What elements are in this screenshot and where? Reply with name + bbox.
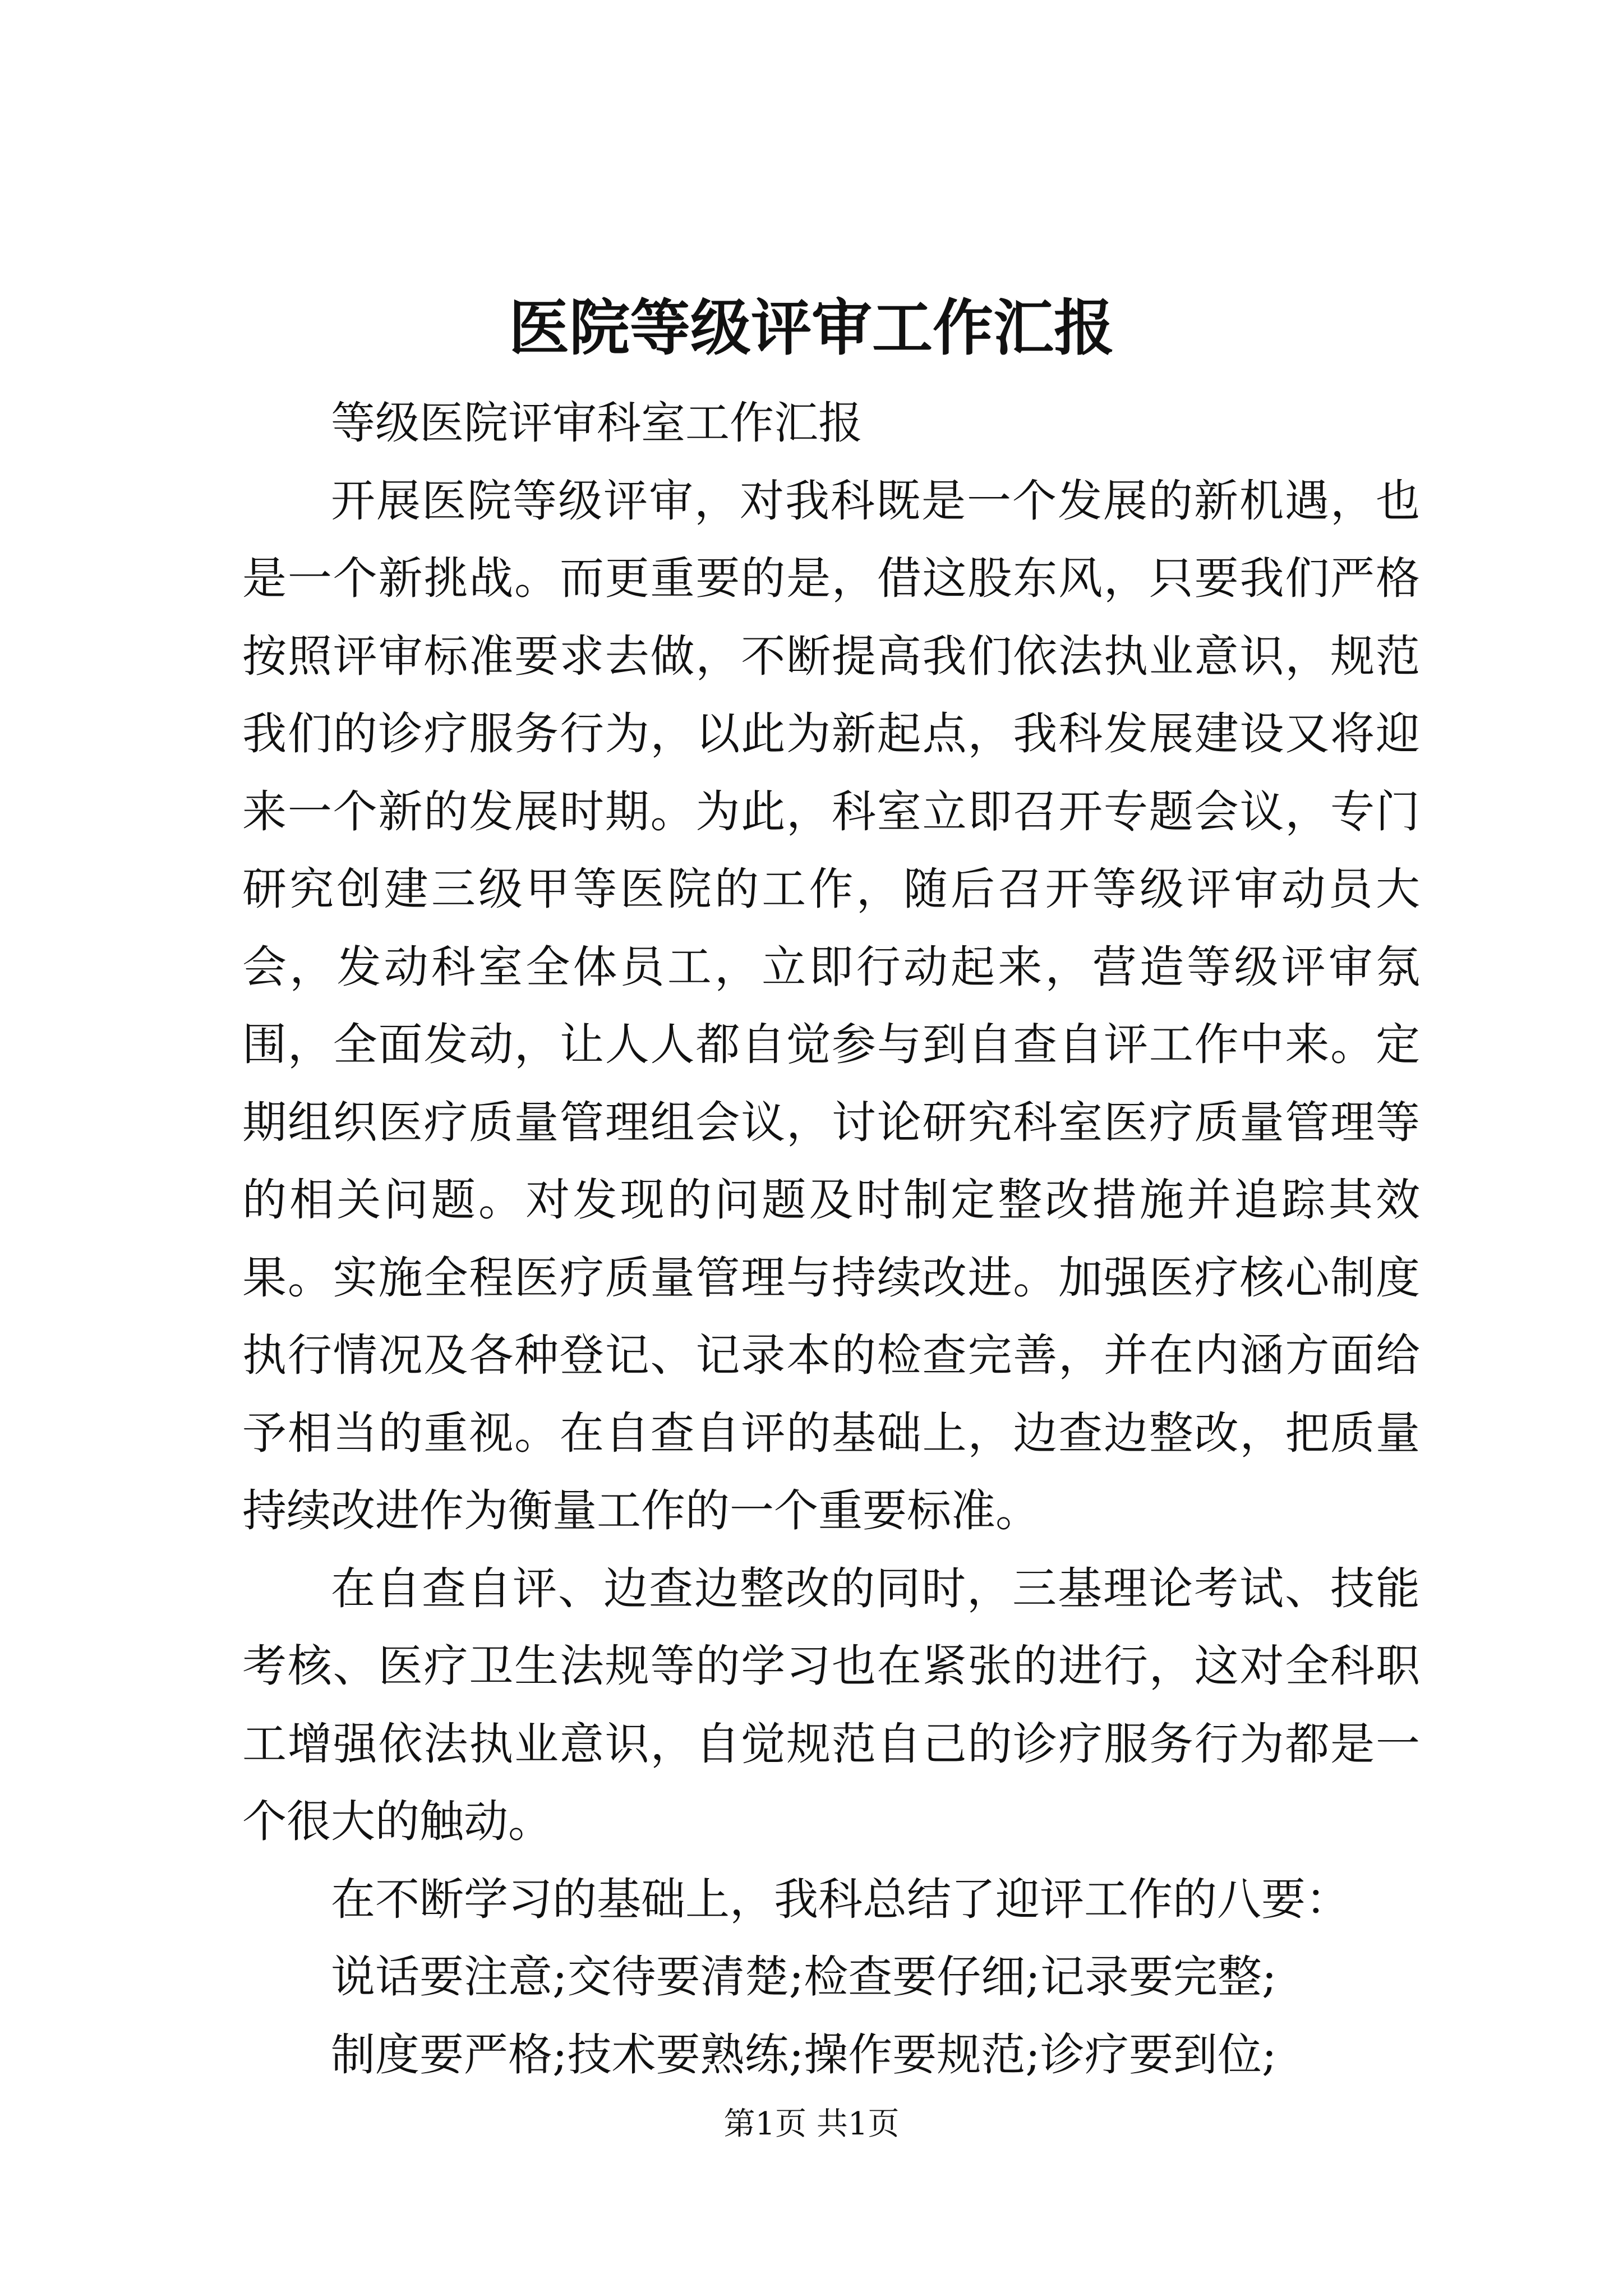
document-title: 医院等级评审工作汇报 bbox=[508, 293, 1114, 364]
paragraph: 开展医院等级评审，对我科既是一个发展的新机遇，也是一个新挑战。而更重要的是，借这股东风，只要我们严格按照评审标准要求去做，不断提高我们依法执业意识，规范我们的诊疗服务行为，以此为新起点，我科发展建设又将迎来一个新的发展时期。为此，科室立即召开专题会议，专门研究创建三级甲等医院的工作，随后召开等级评审动员大会，发动科室全体员工，立即行动起来，营造等级评审氛围，全面发动，让人人都自觉参与到自查自评工作中来。定期组织医疗质量管理组会议，讨论研究科室医疗质量管理等的相关问题。对发现的问题及时制定整改措施并追踪其效果。实施全程医疗质量管理与持续改进。加强医疗核心制度执行情况及各种登记、记录本的检查完善，并在内涵方面给予相当的重视。在自查自评的基础上，边查边整改，把质量持续改进作为衡量工作的一个重要标准。 bbox=[242, 475, 1420, 1536]
paragraph: 在自查自评、边查边整改的同时，三基理论考试、技能考核、医疗卫生法规等的学习也在紧张的进行，这对全科职工增强依法执业意识，自觉规范自己的诊疗服务行为都是一个很大的触动。 bbox=[242, 1562, 1420, 1847]
page-footer: 第1页 共1页 bbox=[723, 2106, 900, 2142]
paragraph: 说话要注意;交待要清楚;检查要仔细;记录要完整; bbox=[331, 1951, 1277, 2003]
paragraph: 在不断学习的基础上，我科总结了迎评工作的八要： bbox=[331, 1873, 1350, 1925]
document-body bbox=[242, 384, 1420, 2093]
paragraph-subtitle: 等级医院评审科室工作汇报 bbox=[331, 397, 863, 449]
paragraph: 制度要严格;技术要熟练;操作要规范;诊疗要到位; bbox=[331, 2028, 1277, 2081]
